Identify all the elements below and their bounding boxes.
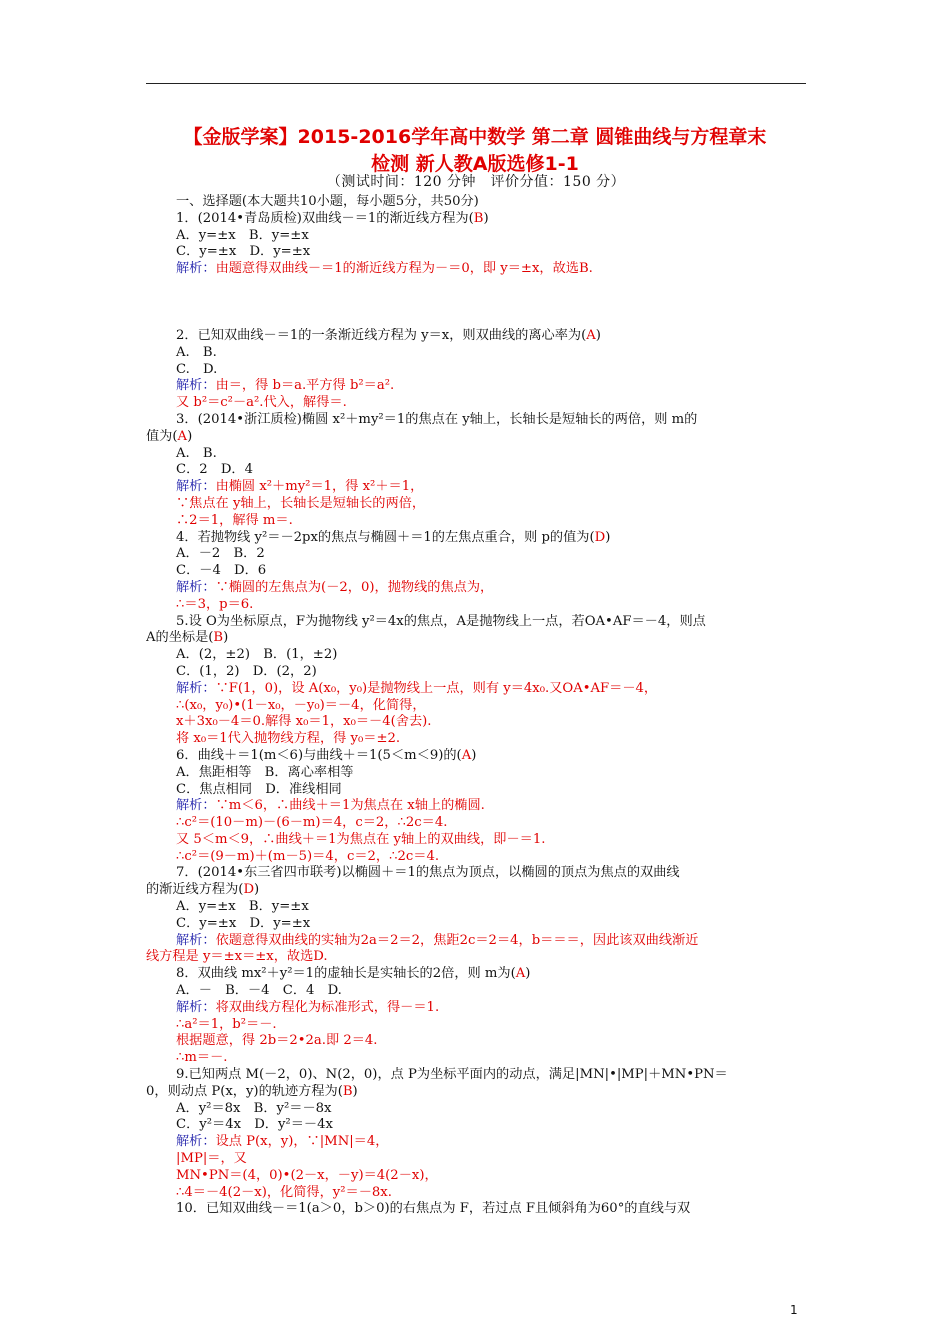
answer-letter: A [586,327,596,343]
solution-label: 解析： [176,579,216,595]
line-text: x＋3x₀－4＝0.解得 x₀＝1，x₀＝－4(舍去). [176,714,432,730]
solution-line [146,949,808,966]
line-text: C．焦点相同 D．准线相同 [176,781,342,797]
question-line [146,1084,808,1101]
answer-options [146,765,808,782]
line-text: MN•PN＝(4，0)•(2－x，－y)＝4(2－x)， [176,1167,438,1183]
line-text: A．y=±x B．y=±x [176,899,309,915]
solution-line [146,1033,808,1050]
solution-line [146,479,808,496]
answer-letter: D [243,882,255,898]
solution-line [146,597,808,614]
page-number: 1 [790,1303,798,1317]
question-line [146,429,808,446]
closing-paren: ) [483,210,489,226]
line-text: 的渐近线方程为( [146,882,244,898]
line-text: ∴m＝－. [176,1050,228,1066]
answer-options [146,647,808,664]
question-line [146,1201,808,1218]
answer-letter: A [461,747,472,763]
question-line [146,865,808,882]
line-text: 根据题意，得 2b＝2•2a.即 2＝4. [176,1033,378,1049]
solution-line [146,1151,808,1168]
answer-letter: B [342,1083,353,1099]
solution-line [146,513,808,530]
solution-label: 解析： [176,261,216,277]
line-text: ∵椭圆的左焦点为(－2，0)，抛物线的焦点为， [215,579,494,595]
line-text: 由椭圆 x²＋my²＝1，得 x²＋＝1， [215,479,424,495]
answer-options [146,228,808,245]
line-text: ∴(x₀，y₀)•(1－x₀，－y₀)＝－4，化简得， [176,697,426,713]
solution-label: 解析： [176,1134,216,1150]
line-text: C．－4 D．6 [176,563,267,579]
line-text: 依题意得双曲线的实轴为2a＝2＝2，焦距2c＝2＝4，b＝＝＝，因此该双曲线渐近 [215,932,699,948]
line-text: 将双曲线方程化为标准形式，得－＝1. [215,999,440,1015]
line-text: 4．若抛物线 y²＝－2px的焦点与椭圆＋＝1的左焦点重合，则 p的值为( [176,529,595,545]
title-line-2: 检测 新人教A版选修1-1 [371,153,579,175]
header-rule [146,83,806,84]
closing-paren: ) [605,529,611,545]
solution-line [146,1134,808,1151]
line-text: C．y=±x D．y=±x [176,915,311,931]
question-line [146,328,808,345]
line-text: 又 b²＝c²－a².代入，解得＝. [176,395,347,411]
question-line [146,630,808,647]
solution-line [146,1185,808,1202]
answer-options [146,446,808,463]
section-heading: 一、选择题(本大题共10小题，每小题5分，共50分) [176,194,479,209]
line-text: A．－ B．－4 C．4 D. [176,983,342,999]
answer-letter: A [177,428,188,444]
solution-line [146,378,808,395]
line-text: 由题意得双曲线－＝1的渐近线方程为－＝0，即 y＝±x，故选B. [215,261,593,277]
blank-space [146,278,808,328]
question-line [146,1067,808,1084]
line-text: A. B. [176,344,217,360]
line-text: A．(2，±2) B．(1，±2) [176,647,338,663]
answer-options [146,362,808,379]
answer-options [146,1101,808,1118]
closing-paren: ) [471,747,477,763]
line-text: 0，则动点 P(x，y)的轨迹方程为( [146,1083,343,1099]
question-line [146,530,808,547]
title-line-1: 【金版学案】2015-2016学年高中数学 第二章 圆锥曲线与方程章末 [183,126,767,148]
line-text: C. D. [176,361,218,377]
line-text: A．y²＝8x B．y²＝－8x [176,1100,332,1116]
line-text: A. B. [176,445,217,461]
document-body [146,194,808,1218]
line-text: 又 5＜m＜9，∴曲线＋＝1为焦点在 y轴上的双曲线，即－＝1. [176,831,546,847]
solution-label: 解析： [176,680,216,696]
line-text: A．焦距相等 B．离心率相等 [176,764,354,780]
solution-line [146,261,808,278]
answer-options [146,916,808,933]
line-text: ∴＝3，p＝6. [176,596,254,612]
line-text: 9.已知两点 M(－2，0)、N(2，0)，点 P为坐标平面内的动点，满足|MN|•|MP|＋MN•PN＝ [176,1067,728,1083]
solution-line [146,714,808,731]
line-text: ∴c²＝(10－m)－(6－m)＝4，c＝2，∴2c＝4. [176,815,448,831]
solution-label: 解析： [176,999,216,1015]
answer-letter: B [473,210,484,226]
line-text: C．(1，2) D．(2，2) [176,663,317,679]
answer-options [146,563,808,580]
line-text: 3．(2014•浙江质检)椭圆 x²＋my²＝1的焦点在 y轴上，长轴长是短轴长的两倍，则 m的 [176,411,698,427]
solution-line [146,798,808,815]
answer-options [146,462,808,479]
question-line [146,412,808,429]
line-text: 值为( [146,428,178,444]
line-text: ∴c²＝(9－m)＋(m－5)＝4，c＝2，∴2c＝4. [176,848,440,864]
answer-options [146,546,808,563]
line-text: 8．双曲线 mx²＋y²＝1的虚轴长是实轴长的2倍，则 m为( [176,966,516,982]
line-text: A．－2 B．2 [176,546,265,562]
line-text: A的坐标是( [146,630,214,646]
solution-line [146,1017,808,1034]
solution-line [146,933,808,950]
question-line [146,614,808,631]
solution-line [146,1050,808,1067]
document-title [140,124,810,178]
closing-paren: ) [254,882,260,898]
solution-line [146,395,808,412]
question-line [146,748,808,765]
line-text: 设点 P(x，y)，∵|MN|＝4， [215,1134,389,1150]
solution-line [146,731,808,748]
solution-line [146,698,808,715]
solution-label: 解析： [176,932,216,948]
line-text: C．y=±x D．y=±x [176,244,311,260]
test-info: （测试时间：120 分钟 评价分值：150 分） [326,174,626,190]
line-text: C．y²＝4x D．y²＝－4x [176,1117,333,1133]
closing-paren: ) [223,630,229,646]
line-text: 10．已知双曲线－＝1(a＞0，b＞0)的右焦点为 F，若过点 F且倾斜角为60°的直线与双 [176,1201,691,1217]
line-text: 线方程是 y＝±x＝±x，故选D. [146,949,328,965]
solution-line [146,1000,808,1017]
closing-paren: ) [525,966,531,982]
solution-label: 解析： [176,479,216,495]
answer-options [146,782,808,799]
line-text: |MP|＝，又 [176,1151,247,1167]
line-text: A．y=±x B．y=±x [176,227,309,243]
solution-line [146,1168,808,1185]
question-line [146,882,808,899]
line-text: ∴4＝－4(2－x)，化简得，y²＝－8x. [176,1184,392,1200]
answer-options [146,1117,808,1134]
solution-line [146,832,808,849]
answer-letter: D [594,529,606,545]
question-line [146,211,808,228]
answer-options [146,345,808,362]
line-text: C．2 D．4 [176,462,254,478]
line-text: 由＝，得 b＝a.平方得 b²＝a². [215,378,395,394]
closing-paren: ) [187,428,193,444]
closing-paren: ) [595,327,601,343]
line-text: ∵F(1，0)，设 A(x₀，y₀)是抛物线上一点，则有 y＝4x₀.又OA•AF＝－4， [215,680,658,696]
solution-line [146,849,808,866]
solution-label: 解析： [176,798,216,814]
closing-paren: ) [352,1083,358,1099]
line-text: 将 x₀＝1代入抛物线方程，得 y₀＝±2. [176,731,401,747]
solution-line [146,681,808,698]
line-text: 6．曲线＋＝1(m＜6)与曲线＋＝1(5＜m＜9)的( [176,747,462,763]
answer-options [146,664,808,681]
line-text: ∵m＜6，∴曲线＋＝1为焦点在 x轴上的椭圆. [215,798,485,814]
line-text: 2．已知双曲线－＝1的一条渐近线方程为 y＝x，则双曲线的离心率为( [176,327,587,343]
line-text: ∵焦点在 y轴上，长轴长是短轴长的两倍， [176,495,426,511]
answer-letter: B [213,630,224,646]
line-text: 1．(2014•青岛质检)双曲线－＝1的渐近线方程为( [176,210,474,226]
solution-line [146,496,808,513]
answer-letter: A [515,966,526,982]
answer-options [146,244,808,261]
answer-options [146,899,808,916]
solution-line [146,580,808,597]
solution-line [146,815,808,832]
solution-label: 解析： [176,378,216,394]
line-text: ∴a²＝1，b²＝－. [176,1016,277,1032]
line-text: ∴2＝1，解得 m＝. [176,512,293,528]
question-line [146,966,808,983]
line-text: 7．(2014•东三省四市联考)以椭圆＋＝1的焦点为顶点，以椭圆的顶点为焦点的双曲线 [176,865,680,881]
answer-options [146,983,808,1000]
line-text: 5.设 O为坐标原点，F为抛物线 y²＝4x的焦点，A是抛物线上一点，若OA•AF＝－4，则点 [176,613,706,629]
